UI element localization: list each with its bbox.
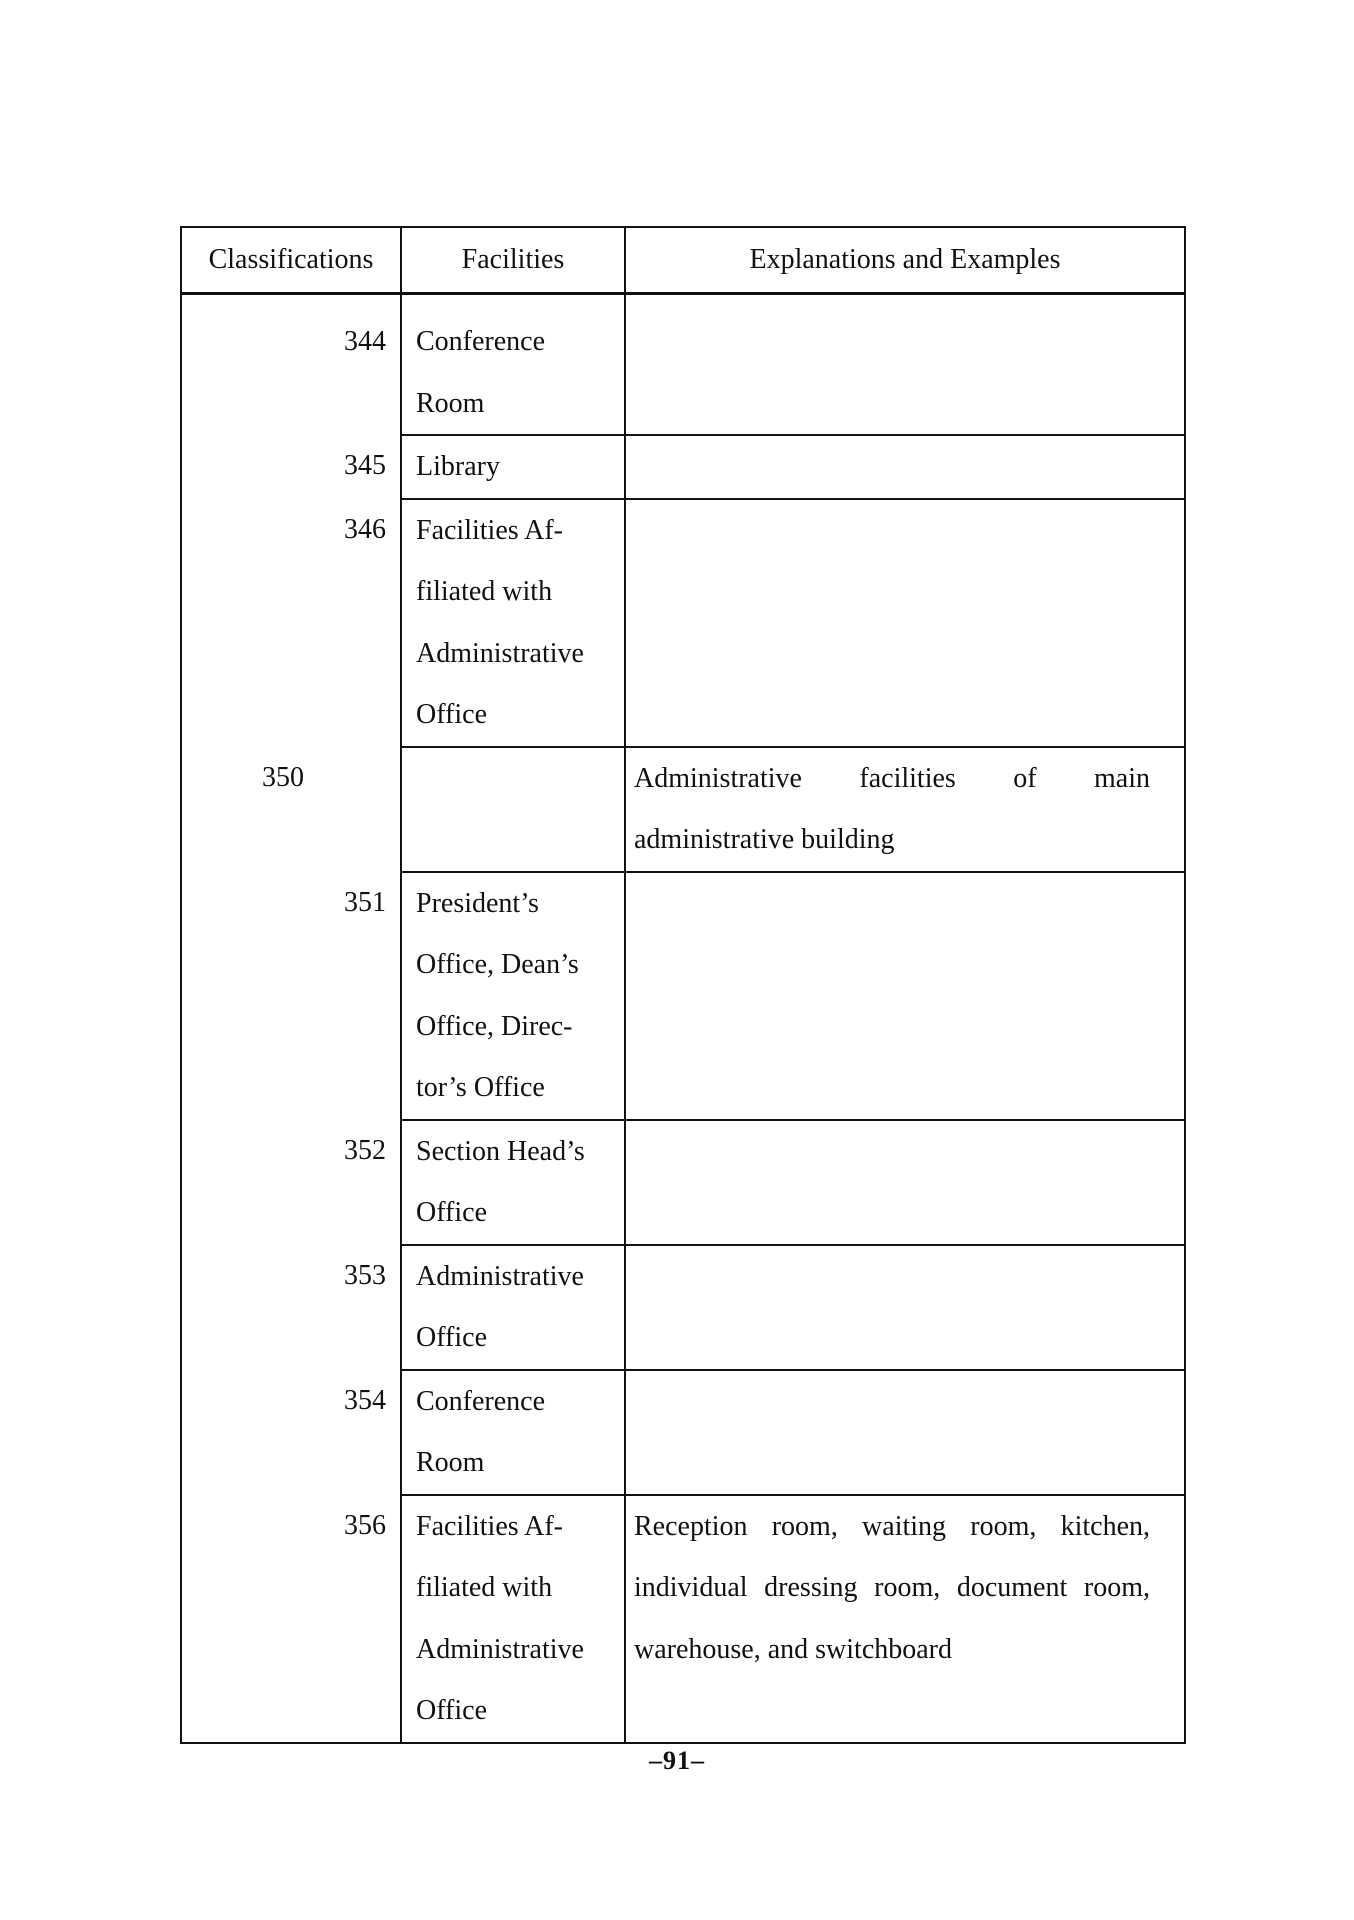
page-number: –91–: [649, 1746, 705, 1775]
explanation-cell: [625, 1120, 1185, 1245]
explanation-cell: [625, 435, 1185, 499]
table-row: [181, 435, 1185, 499]
classification-code: 350: [181, 747, 401, 872]
facility-line: tor’s Office: [416, 1072, 545, 1103]
explanation-cell: [625, 499, 1185, 747]
classification-code: 344: [181, 294, 401, 436]
facility-line: Section Head’s: [416, 1135, 585, 1167]
table-row: [181, 1120, 1185, 1245]
classification-code: 351: [181, 872, 401, 1120]
facility-cell: [401, 1245, 625, 1370]
explanation-cell: [625, 872, 1185, 1120]
facilities-table: [180, 226, 1186, 1744]
classification-code: 354: [181, 1370, 401, 1495]
facility-line: Administrative: [416, 637, 584, 669]
explanation-cell: Administrative facilities of main administrative building: [625, 747, 1185, 872]
header-classifications: Classifications: [181, 227, 401, 294]
header-facilities: Facilities: [401, 227, 625, 294]
facility-line: Office, Dean’s: [416, 949, 579, 980]
facility-line: filiated with: [416, 576, 553, 607]
facility-line: Office, Direc-: [416, 1010, 573, 1042]
facility-line: Office: [416, 1695, 487, 1726]
explanation-cell: [625, 294, 1185, 436]
facility-cell: [401, 1120, 625, 1245]
facility-line: Administrative: [416, 1260, 584, 1292]
facility-cell: [401, 747, 625, 872]
explanation-cell: Reception room, waiting room, kitchen, individual dressing room, document room, warehouse, and switchboard: [625, 1495, 1185, 1743]
facility-cell: [401, 294, 625, 436]
header-explanations: Explanations and Examples: [625, 227, 1185, 294]
facility-cell: [401, 1495, 625, 1743]
facility-line: Room: [416, 387, 485, 419]
table-row: [181, 294, 1185, 436]
facility-line: President’s: [416, 887, 539, 919]
facility-line: Room: [416, 1447, 485, 1478]
classification-code: 345: [181, 435, 401, 499]
facility-line: Conference: [416, 1385, 546, 1417]
facility-line: Office: [416, 699, 487, 730]
classification-code: 353: [181, 1245, 401, 1370]
facility-line: Office: [416, 1197, 487, 1228]
facility-line: Administrative: [416, 1633, 584, 1665]
explanation-cell: [625, 1245, 1185, 1370]
table-row: [181, 499, 1185, 747]
facility-cell: [401, 499, 625, 747]
table-row: [181, 747, 1185, 872]
table-row: [181, 872, 1185, 1120]
table-row: [181, 1245, 1185, 1370]
classification-code: 352: [181, 1120, 401, 1245]
facility-line: Office: [416, 1322, 487, 1353]
facility-line: Facilities Af-: [416, 514, 563, 546]
facility-line: filiated with: [416, 1572, 553, 1603]
table-row: [181, 1370, 1185, 1495]
table-header-row: [181, 227, 1185, 294]
facility-line: Library: [416, 451, 500, 482]
facility-line: Facilities Af-: [416, 1510, 563, 1542]
classification-code: 356: [181, 1495, 401, 1743]
facility-cell: [401, 872, 625, 1120]
facility-cell: [401, 1370, 625, 1495]
facility-cell: [401, 435, 625, 499]
table-row: [181, 1495, 1185, 1743]
facility-line: Conference: [416, 326, 546, 357]
explanation-cell: [625, 1370, 1185, 1495]
classification-code: 346: [181, 499, 401, 747]
